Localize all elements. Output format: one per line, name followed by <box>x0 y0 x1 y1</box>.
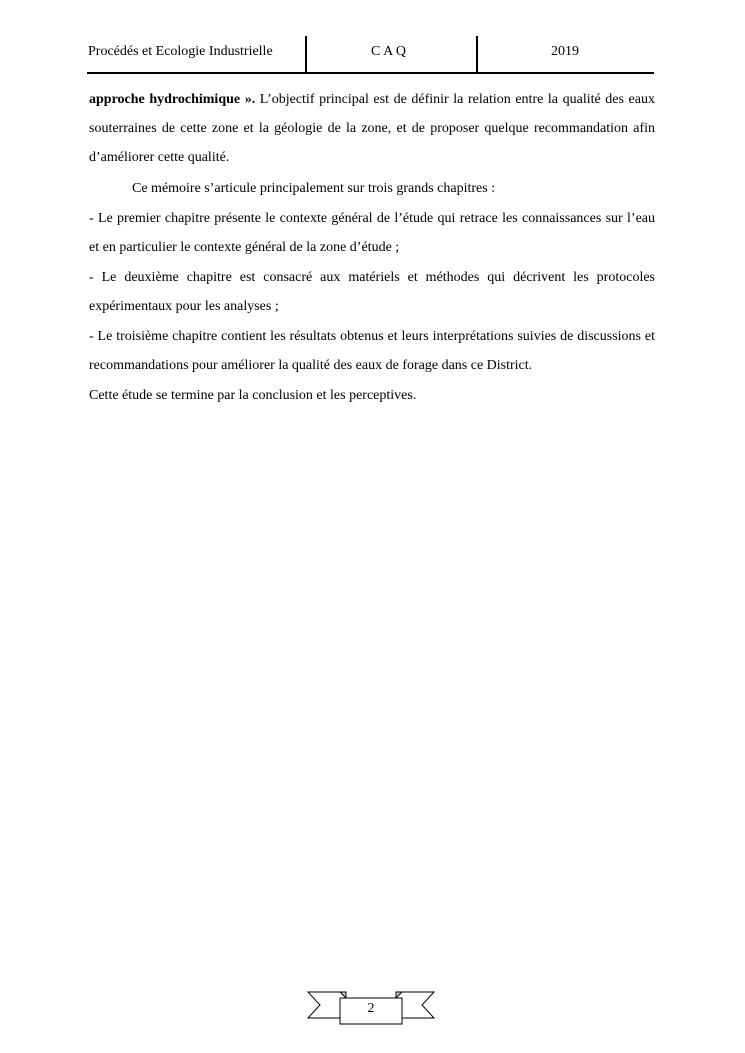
header-center-title: C A Q <box>371 44 407 59</box>
paragraph-2: Ce mémoire s’articule principalement sur trois grands chapitres : <box>132 181 496 196</box>
page-number-banner <box>306 988 436 1030</box>
header-separator-left <box>305 36 307 73</box>
paragraph-1-text: L’objectif principal est de définir la relation entre la qualité des eaux souterraines de cette zone et la géologie de la zone, et de proposer quelque recommandation afin d’améliorer cette qualité. <box>89 92 655 165</box>
paragraph-1 <box>89 85 655 172</box>
document-body <box>89 85 655 411</box>
header-left-title: Procédés et Ecologie Industrielle <box>88 44 273 59</box>
page-number: 2 <box>367 1001 375 1016</box>
paragraph-3: - Le premier chapitre présente le contexte général de l’étude qui retrace les connaissances sur l’eau et en particulier le contexte général de la zone d’étude ; <box>89 211 655 255</box>
page-header <box>87 36 654 74</box>
header-separator-right <box>476 36 478 73</box>
paragraph-4: - Le deuxième chapitre est consacré aux matériels et méthodes qui décrivent les protocoles expérimentaux pour les analyses ; <box>89 270 655 314</box>
paragraph-5: - Le troisième chapitre contient les résultats obtenus et leurs interprétations suivies de discussions et recommandations pour améliorer la qualité des eaux de forage dans ce District. <box>89 329 655 373</box>
paragraph-6: Cette étude se termine par la conclusion et les perceptives. <box>89 388 417 403</box>
header-year: 2019 <box>551 44 579 59</box>
header-rule <box>87 72 654 74</box>
paragraph-1-bold: approche hydrochimique ». <box>89 92 256 107</box>
